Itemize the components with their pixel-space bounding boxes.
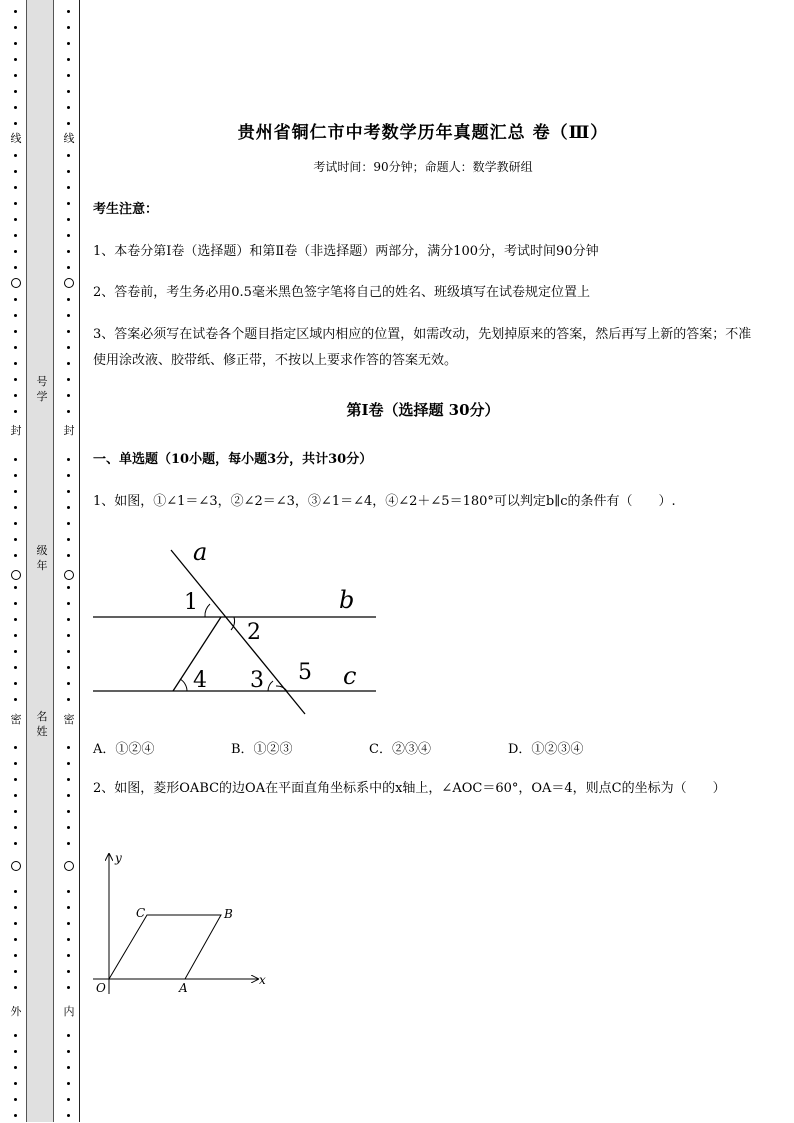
seal-dot (14, 154, 17, 157)
option-c[interactable]: C．②③④ (369, 742, 431, 757)
seal-dot (67, 314, 70, 317)
page-title: 贵州省铜仁市中考数学历年真题汇总 卷（Ⅲ） (237, 123, 609, 143)
seal-dot (67, 938, 70, 941)
seal-dot (14, 1050, 17, 1053)
seal-dot (14, 1082, 17, 1085)
seal-dot (67, 762, 70, 765)
seal-dot (67, 538, 70, 541)
seal-label: 密 (63, 713, 75, 726)
seal-dot (67, 634, 70, 637)
seal-dot (67, 234, 70, 237)
q1-parallel-lines-figure (93, 536, 383, 716)
label-3: 3 (250, 668, 264, 693)
seal-dot (67, 1066, 70, 1069)
seal-dot (14, 1114, 17, 1117)
label-5: 5 (298, 660, 312, 685)
seal-dot (14, 1034, 17, 1037)
seal-dot (67, 666, 70, 669)
seal-dot (67, 1082, 70, 1085)
seal-dot (67, 1034, 70, 1037)
seal-dot (67, 602, 70, 605)
seal-dot (67, 42, 70, 45)
seal-dot (67, 106, 70, 109)
seal-dot (67, 842, 70, 845)
seal-dot (67, 554, 70, 557)
q2-rhombus-figure (93, 848, 273, 998)
angle-4-arc (180, 679, 187, 691)
seal-dot (14, 202, 17, 205)
seal-dot (67, 1050, 70, 1053)
label-y: y (115, 851, 122, 865)
seal-dot (14, 666, 17, 669)
seal-dot (14, 954, 17, 957)
label-b: b (339, 586, 355, 614)
name-label: 名姓 (36, 710, 48, 738)
seal-dot (14, 58, 17, 61)
exam-info: 考试时间：90分钟；命题人：数学教研组 (313, 160, 533, 174)
seal-dot (14, 218, 17, 221)
seal-dot (67, 298, 70, 301)
seal-dot (67, 506, 70, 509)
outer-seal-line (9, 0, 23, 1123)
seal-dot (14, 922, 17, 925)
label-a: a (193, 538, 208, 566)
option-a[interactable]: A．①②④ (93, 742, 155, 757)
seal-dot (67, 586, 70, 589)
seal-dot (14, 410, 17, 413)
seal-dot (14, 794, 17, 797)
seal-dot (67, 58, 70, 61)
seal-dot (67, 410, 70, 413)
seal-dot (14, 618, 17, 621)
seal-dot (14, 250, 17, 253)
seal-dot (14, 810, 17, 813)
notice-item: 1、本卷分第Ⅰ卷（选择题）和第Ⅱ卷（非选择题）两部分，满分100分，考试时间90分钟 (93, 244, 599, 259)
seal-dot (14, 778, 17, 781)
seal-label: 密 (10, 713, 22, 726)
margin-border-line (79, 0, 80, 1122)
seal-dot (14, 90, 17, 93)
seal-dot (67, 362, 70, 365)
seal-dot (67, 682, 70, 685)
seal-label: 封 (10, 424, 22, 437)
seal-dot (67, 954, 70, 957)
inner-seal-line (62, 0, 76, 1123)
section-heading: 一、单选题（10小题，每小题3分，共计30分） (93, 452, 373, 467)
seal-dot (67, 698, 70, 701)
seal-dot (67, 74, 70, 77)
seal-dot (67, 970, 70, 973)
seal-dot (14, 490, 17, 493)
part-title: 第Ⅰ卷（选择题 30分） (346, 401, 500, 419)
seal-ring (64, 570, 74, 580)
label-4: 4 (193, 668, 207, 693)
notice-heading: 考生注意： (93, 202, 159, 217)
seal-dot (67, 346, 70, 349)
option-d[interactable]: D．①②③④ (508, 742, 584, 757)
label-c: c (343, 662, 357, 690)
seal-dot (67, 778, 70, 781)
seal-dot (67, 906, 70, 909)
seal-dot (67, 618, 70, 621)
seal-dot (67, 1114, 70, 1117)
seal-dot (14, 394, 17, 397)
seal-dot (67, 218, 70, 221)
seal-dot (67, 170, 70, 173)
question-1-text: 1、如图，①∠1＝∠3，②∠2＝∠3，③∠1＝∠4，④∠2＋∠5＝180°可以判定b∥c的条件有（ ）. (93, 494, 676, 509)
seal-dot (14, 986, 17, 989)
seal-dot (14, 538, 17, 541)
seal-ring (11, 278, 21, 288)
seal-dot (14, 314, 17, 317)
question-1-options (93, 738, 753, 758)
label-x: x (259, 973, 266, 987)
grade-label: 级年 (36, 544, 48, 572)
seal-dot (14, 474, 17, 477)
seal-dot (67, 1098, 70, 1101)
seal-ring (64, 861, 74, 871)
label-o: O (96, 981, 106, 995)
seal-dot (67, 490, 70, 493)
binding-margin (0, 0, 82, 1123)
label-c: C (136, 906, 146, 920)
seal-dot (67, 986, 70, 989)
seal-label: 内 (63, 1005, 75, 1018)
seal-dot (14, 554, 17, 557)
seal-ring (11, 861, 21, 871)
seal-dot (14, 650, 17, 653)
seal-dot (14, 890, 17, 893)
seal-dot (14, 298, 17, 301)
seal-label: 封 (63, 424, 75, 437)
seal-dot (67, 10, 70, 13)
angle-1-arc (205, 604, 210, 617)
seal-dot (14, 698, 17, 701)
seal-dot (67, 474, 70, 477)
seal-dot (14, 906, 17, 909)
seal-dot (14, 234, 17, 237)
seal-dot (14, 842, 17, 845)
seal-dot (67, 746, 70, 749)
seal-dot (67, 154, 70, 157)
seal-ring (11, 570, 21, 580)
seal-dot (14, 122, 17, 125)
seal-dot (67, 810, 70, 813)
seal-dot (67, 90, 70, 93)
seal-dot (67, 202, 70, 205)
seal-dot (14, 634, 17, 637)
notice-item: 2、答卷前，考生务必用0.5毫米黑色签字笔将自己的姓名、班级填写在试卷规定位置上 (93, 285, 590, 300)
seal-dot (67, 922, 70, 925)
seal-dot (14, 586, 17, 589)
seal-label: 线 (63, 132, 75, 145)
seal-dot (67, 26, 70, 29)
seal-dot (67, 250, 70, 253)
seal-dot (67, 266, 70, 269)
seal-dot (14, 10, 17, 13)
seal-dot (67, 890, 70, 893)
seal-dot (67, 826, 70, 829)
seal-dot (67, 458, 70, 461)
option-b[interactable]: B．①②③ (231, 742, 293, 757)
seal-dot (14, 170, 17, 173)
seal-dot (67, 186, 70, 189)
seal-dot (67, 794, 70, 797)
seal-dot (14, 602, 17, 605)
seal-dot (14, 378, 17, 381)
seal-dot (14, 346, 17, 349)
seal-dot (14, 826, 17, 829)
rhombus-oabc (109, 915, 221, 979)
seal-dot (14, 362, 17, 365)
label-2: 2 (247, 620, 261, 645)
notice-item: 3、答案必须写在试卷各个题目指定区域内相应的位置，如需改动，先划掉原来的答案，然后再写上新的答案；不准使用涂改液、胶带纸、修正带，不按以上要求作答的答案无效。 (93, 327, 752, 368)
label-1: 1 (184, 590, 198, 615)
seal-dot (14, 26, 17, 29)
seal-dot (14, 682, 17, 685)
seal-dot (14, 458, 17, 461)
seal-dot (14, 266, 17, 269)
seal-dot (14, 1098, 17, 1101)
seal-dot (67, 522, 70, 525)
question-2-text: 2、如图，菱形OABC的边OA在平面直角坐标系中的x轴上，∠AOC＝60°，OA＝4，则点C的坐标为（ ） (93, 781, 726, 796)
seal-label: 线 (10, 132, 22, 145)
seal-dot (67, 394, 70, 397)
seal-dot (14, 746, 17, 749)
seal-dot (67, 650, 70, 653)
seal-dot (14, 762, 17, 765)
seal-dot (14, 74, 17, 77)
seal-dot (14, 330, 17, 333)
seal-dot (14, 186, 17, 189)
seal-dot (67, 122, 70, 125)
angle-3-arc (268, 681, 273, 691)
label-b: B (224, 907, 233, 921)
seal-label: 外 (10, 1005, 22, 1018)
seal-dot (67, 378, 70, 381)
student-number-label: 号学 (36, 375, 48, 403)
seal-dot (14, 42, 17, 45)
seal-dot (67, 330, 70, 333)
seal-dot (14, 970, 17, 973)
label-a: A (179, 981, 188, 995)
seal-dot (14, 938, 17, 941)
seal-ring (64, 278, 74, 288)
seal-dot (14, 506, 17, 509)
seal-dot (14, 522, 17, 525)
seal-dot (14, 106, 17, 109)
seal-dot (14, 1066, 17, 1069)
